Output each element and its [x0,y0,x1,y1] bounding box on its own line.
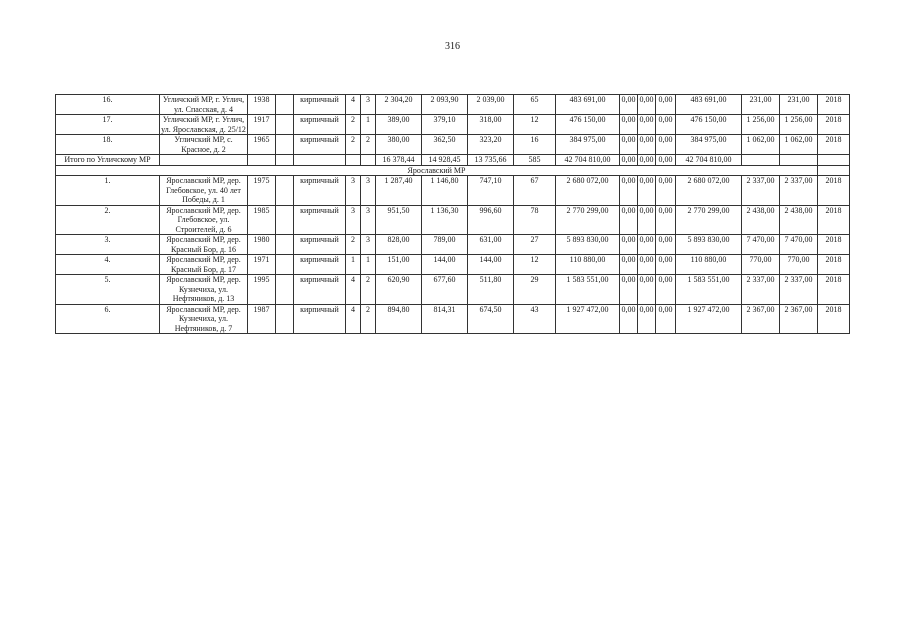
cell-residents: 43 [514,304,556,334]
cell-wall-material: кирпичный [294,176,346,206]
cell-zero-value-2: 0,00 [638,95,656,115]
cell-area-apartments: 631,00 [468,235,514,255]
cell-floors: 4 [346,95,361,115]
cell-zero-value-3: 0,00 [656,255,676,275]
cell-residents: 27 [514,235,556,255]
cell-build-year: 1971 [248,255,276,275]
cell-unit-cost: 1 256,00 [742,115,780,135]
cell-address: Ярославский МР, дер. Кузнечиха, ул. Нефтяников, д. 13 [160,275,248,305]
total-a1: 16 378,44 [376,155,422,166]
cell-unit-cost-2: 2 337,00 [780,275,818,305]
empty-cell [818,155,850,166]
cell-zero-value-3: 0,00 [656,235,676,255]
cell-address: Ярославский МР, дер. Красный Бор, д. 16 [160,235,248,255]
empty-cell [160,155,248,166]
cell-area-apartments: 511,80 [468,275,514,305]
cell-zero-value-1: 0,00 [620,135,638,155]
cell-wall-material: кирпичный [294,255,346,275]
cell-unit-cost-2: 770,00 [780,255,818,275]
cell-build-year: 1985 [248,205,276,235]
cell-cost-total: 476 150,00 [676,115,742,135]
cell-row-number: 4. [56,255,160,275]
cell-blank-cell [276,205,294,235]
cell-blank-cell [276,135,294,155]
total-res: 585 [514,155,556,166]
cell-wall-material: кирпичный [294,235,346,255]
cell-area-total: 828,00 [376,235,422,255]
total-z1: 0,00 [621,155,636,164]
cell-build-year: 1980 [248,235,276,255]
cell-unit-cost: 2 438,00 [742,205,780,235]
cell-area-total: 894,80 [376,304,422,334]
cell-wall-material: кирпичный [294,115,346,135]
cell-row-number: 3. [56,235,160,255]
cell-row-number: 5. [56,275,160,305]
empty-cell [294,155,346,166]
cell-zero-value-1: 0,00 [620,95,638,115]
cell-zero-value-2: 0,00 [638,176,656,206]
empty-cell [818,165,850,176]
cell-unit-cost-2: 1 062,00 [780,135,818,155]
cell-entrances: 1 [361,255,376,275]
cell-zero-value-2: 0,00 [638,275,656,305]
cell-address: Угличский МР, с. Красное, д. 2 [160,135,248,155]
cell-zero-value-2: 0,00 [638,304,656,334]
cell-row-number: 1. [56,176,160,206]
cell-unit-cost-2: 231,00 [780,95,818,115]
cell-year: 2018 [818,135,850,155]
empty-cell [780,155,818,166]
cell-floors: 3 [346,176,361,206]
cell-area-total: 151,00 [376,255,422,275]
cell-cost-total: 2 770 299,00 [676,205,742,235]
cell-blank-cell [276,275,294,305]
cell-area-apartments: 318,00 [468,115,514,135]
cell-unit-cost: 2 337,00 [742,275,780,305]
cell-entrances: 3 [361,176,376,206]
empty-cell [346,155,361,166]
cell-entrances: 3 [361,235,376,255]
cell-cost-total: 2 680 072,00 [676,176,742,206]
cell-zero-value-1: 0,00 [620,205,638,235]
total-cost: 42 704 810,00 [556,155,620,166]
total-z2: 0,00 [639,155,654,164]
empty-cell [361,155,376,166]
cell-year: 2018 [818,176,850,206]
section-title: Ярославский МР [56,165,818,176]
cell-area-apartments: 144,00 [468,255,514,275]
cell-unit-cost: 7 470,00 [742,235,780,255]
cell-row-number: 16. [56,95,160,115]
cell-unit-cost: 231,00 [742,95,780,115]
total-z3: 0,00 [656,155,676,166]
total-label: Итого по Угличскому МР [56,155,160,166]
cell-wall-material: кирпичный [294,135,346,155]
cell-entrances: 2 [361,135,376,155]
cell-blank-cell [276,115,294,135]
cell-zero-value-1: 0,00 [620,235,638,255]
cell-blank-cell [276,304,294,334]
cell-area-living: 677,60 [422,275,468,305]
table-row [56,176,850,206]
table-row [56,275,850,305]
total-a2: 14 928,45 [422,155,468,166]
cell-residents: 67 [514,176,556,206]
cell-unit-cost: 2 367,00 [742,304,780,334]
cell-zero-value-3: 0,00 [656,304,676,334]
cell-zero-value-1: 0,00 [620,115,638,135]
cell-entrances: 1 [361,115,376,135]
cell-year: 2018 [818,235,850,255]
table-row [56,235,850,255]
cell-residents: 12 [514,255,556,275]
cell-cost-total: 483 691,00 [676,95,742,115]
cell-cost-total: 1 583 551,00 [676,275,742,305]
cell-zero-value-1: 0,00 [620,176,638,206]
cell-unit-cost: 1 062,00 [742,135,780,155]
cell-zero-value-1: 0,00 [620,255,638,275]
cell-cost: 1 583 551,00 [556,275,620,305]
cell-cost: 110 880,00 [556,255,620,275]
cell-zero-value-2: 0,00 [638,135,656,155]
cell-blank-cell [276,176,294,206]
cell-area-apartments: 2 039,00 [468,95,514,115]
cell-cost: 2 770 299,00 [556,205,620,235]
cell-residents: 65 [514,95,556,115]
empty-cell [276,155,294,166]
cell-unit-cost: 770,00 [742,255,780,275]
table-row [56,304,850,334]
empty-cell [248,155,276,166]
cell-build-year: 1975 [248,176,276,206]
cell-blank-cell [276,235,294,255]
cell-unit-cost-2: 1 256,00 [780,115,818,135]
cell-entrances: 3 [361,205,376,235]
cell-zero-value-3: 0,00 [656,205,676,235]
cell-residents: 78 [514,205,556,235]
cell-build-year: 1917 [248,115,276,135]
cell-unit-cost-2: 2 367,00 [780,304,818,334]
cell-year: 2018 [818,304,850,334]
cell-cost-total: 110 880,00 [676,255,742,275]
cell-entrances: 2 [361,304,376,334]
cell-wall-material: кирпичный [294,275,346,305]
table-row [56,205,850,235]
total-cost2: 42 704 810,00 [676,155,742,166]
cell-blank-cell [276,255,294,275]
cell-area-living: 379,10 [422,115,468,135]
cell-zero-value-2: 0,00 [638,205,656,235]
table-row [56,115,850,135]
cell-floors: 1 [346,255,361,275]
section-header-row [56,165,850,176]
cell-cost-total: 5 893 830,00 [676,235,742,255]
table-row [56,95,850,115]
cell-residents: 29 [514,275,556,305]
cell-cost-total: 1 927 472,00 [676,304,742,334]
cell-unit-cost-2: 7 470,00 [780,235,818,255]
cell-area-total: 2 304,20 [376,95,422,115]
cell-cost: 483 691,00 [556,95,620,115]
cell-build-year: 1987 [248,304,276,334]
cell-year: 2018 [818,255,850,275]
cell-zero-value-2: 0,00 [638,115,656,135]
cell-build-year: 1965 [248,135,276,155]
cell-cost: 476 150,00 [556,115,620,135]
cell-address: Ярославский МР, дер. Глебовское, ул. Строителей, д. 6 [160,205,248,235]
cell-year: 2018 [818,115,850,135]
page-number: 316 [445,41,460,52]
cell-year: 2018 [818,205,850,235]
cell-area-total: 620,90 [376,275,422,305]
cell-build-year: 1995 [248,275,276,305]
cell-row-number: 2. [56,205,160,235]
cell-area-total: 380,00 [376,135,422,155]
cell-row-number: 6. [56,304,160,334]
cell-address: Ярославский МР, дер. Глебовское, ул. 40 лет Победы, д. 1 [160,176,248,206]
cell-year: 2018 [818,275,850,305]
cell-zero-value-3: 0,00 [656,115,676,135]
cell-zero-value-3: 0,00 [656,275,676,305]
cell-floors: 3 [346,205,361,235]
cell-residents: 12 [514,115,556,135]
cell-unit-cost-2: 2 438,00 [780,205,818,235]
cell-floors: 2 [346,135,361,155]
cell-zero-value-3: 0,00 [656,176,676,206]
cell-area-total: 1 287,40 [376,176,422,206]
table-body [56,95,850,334]
cell-zero-value-3: 0,00 [656,95,676,115]
cell-zero-value-3: 0,00 [656,135,676,155]
total-row [56,155,850,166]
cell-cost: 384 975,00 [556,135,620,155]
cell-unit-cost: 2 337,00 [742,176,780,206]
cell-entrances: 3 [361,95,376,115]
cell-area-living: 814,31 [422,304,468,334]
cell-year: 2018 [818,95,850,115]
cell-entrances: 2 [361,275,376,305]
cell-address: Угличский МР, г. Углич, ул. Ярославская, д. 25/12 [161,115,246,134]
cell-cost: 1 927 472,00 [556,304,620,334]
table-row [56,135,850,155]
cell-area-apartments: 747,10 [468,176,514,206]
cell-cost: 2 680 072,00 [556,176,620,206]
cell-area-apartments: 996,60 [468,205,514,235]
table-row [56,255,850,275]
cell-area-living: 362,50 [422,135,468,155]
cell-floors: 2 [346,235,361,255]
total-a3: 13 735,66 [468,155,514,166]
cell-area-living: 1 136,30 [422,205,468,235]
empty-cell [742,155,780,166]
cell-area-total: 389,00 [376,115,422,135]
cell-zero-value-2: 0,00 [638,235,656,255]
cell-wall-material: кирпичный [294,304,346,334]
cell-cost-total: 384 975,00 [676,135,742,155]
cell-address: Угличский МР, г. Углич, ул. Спасская, д. 4 [160,95,248,115]
cell-area-total: 951,50 [376,205,422,235]
cell-area-living: 1 146,80 [422,176,468,206]
cell-blank-cell [276,95,294,115]
cell-cost: 5 893 830,00 [556,235,620,255]
cell-area-apartments: 674,50 [468,304,514,334]
housing-register-table [55,94,850,334]
cell-unit-cost-2: 2 337,00 [780,176,818,206]
cell-area-living: 144,00 [422,255,468,275]
cell-floors: 4 [346,304,361,334]
cell-residents: 16 [514,135,556,155]
cell-address: Ярославский МР, дер. Красный Бор, д. 17 [160,255,248,275]
cell-wall-material: кирпичный [294,205,346,235]
cell-area-living: 789,00 [422,235,468,255]
cell-zero-value-1: 0,00 [620,275,638,305]
cell-area-apartments: 323,20 [468,135,514,155]
cell-area-living: 2 093,90 [422,95,468,115]
cell-address: Ярославский МР, дер. Кузнечиха, ул. Нефтяников, д. 7 [160,304,248,334]
cell-floors: 4 [346,275,361,305]
cell-row-number: 17. [56,115,160,135]
cell-row-number: 18. [56,135,160,155]
cell-zero-value-2: 0,00 [638,255,656,275]
cell-build-year: 1938 [248,95,276,115]
cell-wall-material: кирпичный [294,95,346,115]
cell-zero-value-1: 0,00 [620,304,638,334]
cell-floors: 2 [346,115,361,135]
